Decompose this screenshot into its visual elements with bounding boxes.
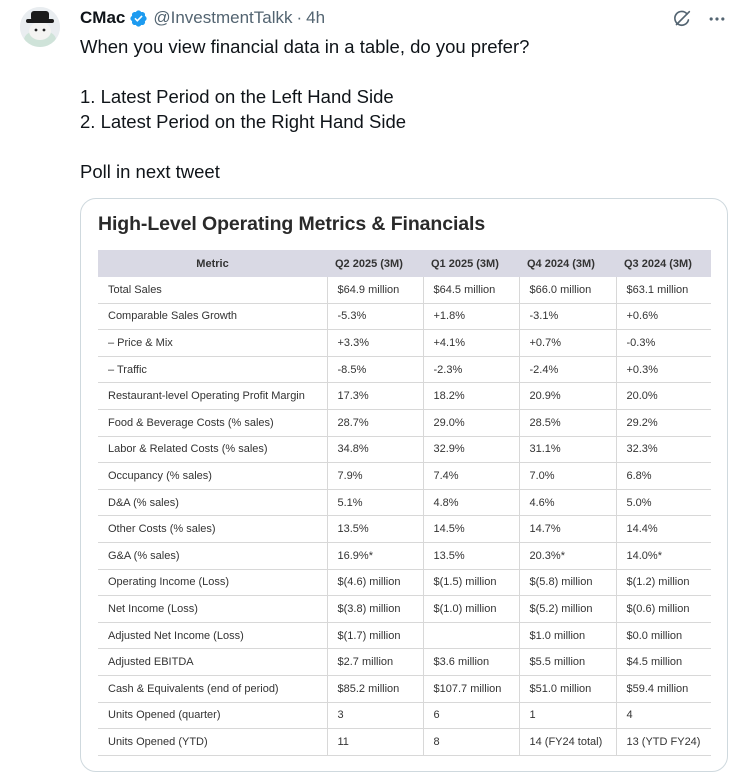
value-cell: $(1.7) million: [327, 622, 423, 649]
column-header: Metric: [98, 250, 327, 277]
value-cell: 20.9%: [519, 383, 616, 410]
value-cell: 11: [327, 729, 423, 756]
metric-label-cell: Cash & Equivalents (end of period): [98, 675, 327, 702]
metric-label-cell: Labor & Related Costs (% sales): [98, 436, 327, 463]
value-cell: 4.6%: [519, 489, 616, 516]
value-cell: 7.9%: [327, 463, 423, 490]
value-cell: $(1.5) million: [423, 569, 519, 596]
value-cell: 5.1%: [327, 489, 423, 516]
tweet-text-line: Poll in next tweet: [80, 161, 220, 182]
timestamp[interactable]: 4h: [306, 8, 326, 27]
value-cell: [423, 622, 519, 649]
value-cell: +3.3%: [327, 330, 423, 357]
card-title: High-Level Operating Metrics & Financials: [98, 213, 486, 235]
metric-label-cell: Adjusted Net Income (Loss): [98, 622, 327, 649]
tweet-actions: [671, 8, 727, 30]
metric-label-cell: Operating Income (Loss): [98, 569, 327, 596]
value-cell: $66.0 million: [519, 277, 616, 303]
value-cell: $0.0 million: [616, 622, 711, 649]
table-row: [98, 569, 711, 596]
value-cell: $64.5 million: [423, 277, 519, 303]
column-header: Q3 2024 (3M): [616, 250, 711, 277]
value-cell: $1.0 million: [519, 622, 616, 649]
value-cell: +0.3%: [616, 356, 711, 383]
metric-label-cell: D&A (% sales): [98, 489, 327, 516]
metric-label-cell: – Price & Mix: [98, 330, 327, 357]
value-cell: -2.3%: [423, 356, 519, 383]
metric-label-cell: Other Costs (% sales): [98, 516, 327, 543]
table-row: [98, 622, 711, 649]
value-cell: $(5.8) million: [519, 569, 616, 596]
value-cell: 14.5%: [423, 516, 519, 543]
metric-label-cell: Net Income (Loss): [98, 596, 327, 623]
table-row: [98, 729, 711, 756]
metric-label-cell: Occupancy (% sales): [98, 463, 327, 490]
value-cell: 20.3%*: [519, 542, 616, 569]
value-cell: $(4.6) million: [327, 569, 423, 596]
value-cell: -5.3%: [327, 303, 423, 330]
value-cell: -8.5%: [327, 356, 423, 383]
media-card[interactable]: [80, 198, 728, 772]
value-cell: $51.0 million: [519, 675, 616, 702]
metric-label-cell: Restaurant-level Operating Profit Margin: [98, 383, 327, 410]
column-header: Q2 2025 (3M): [327, 250, 423, 277]
value-cell: 4: [616, 702, 711, 729]
tweet-text-line: 1. Latest Period on the Left Hand Side: [80, 86, 394, 107]
financials-table: [98, 250, 711, 756]
table-row: [98, 277, 711, 303]
value-cell: 1: [519, 702, 616, 729]
author-name[interactable]: CMac: [80, 8, 126, 27]
value-cell: 17.3%: [327, 383, 423, 410]
value-cell: $85.2 million: [327, 675, 423, 702]
value-cell: 28.7%: [327, 409, 423, 436]
column-header: Q4 2024 (3M): [519, 250, 616, 277]
value-cell: 14.0%*: [616, 542, 711, 569]
table-row: [98, 702, 711, 729]
column-header: Q1 2025 (3M): [423, 250, 519, 277]
value-cell: 14 (FY24 total): [519, 729, 616, 756]
value-cell: 7.0%: [519, 463, 616, 490]
metric-label-cell: Food & Beverage Costs (% sales): [98, 409, 327, 436]
value-cell: +1.8%: [423, 303, 519, 330]
metric-label-cell: Units Opened (quarter): [98, 702, 327, 729]
value-cell: 8: [423, 729, 519, 756]
table-row: [98, 649, 711, 676]
value-cell: -3.1%: [519, 303, 616, 330]
value-cell: 13.5%: [423, 542, 519, 569]
grok-icon[interactable]: [671, 8, 693, 30]
value-cell: 14.4%: [616, 516, 711, 543]
value-cell: 18.2%: [423, 383, 519, 410]
value-cell: 20.0%: [616, 383, 711, 410]
value-cell: $107.7 million: [423, 675, 519, 702]
value-cell: +0.6%: [616, 303, 711, 330]
avatar[interactable]: [20, 7, 60, 47]
value-cell: 13.5%: [327, 516, 423, 543]
table-row: [98, 463, 711, 490]
table-row: [98, 489, 711, 516]
value-cell: 29.0%: [423, 409, 519, 436]
table-row: [98, 436, 711, 463]
separator: ·: [296, 8, 303, 27]
value-cell: 6.8%: [616, 463, 711, 490]
value-cell: 16.9%*: [327, 542, 423, 569]
table-row: [98, 383, 711, 410]
table-row: [98, 542, 711, 569]
value-cell: -2.4%: [519, 356, 616, 383]
value-cell: $63.1 million: [616, 277, 711, 303]
value-cell: 32.3%: [616, 436, 711, 463]
more-icon[interactable]: [707, 9, 727, 29]
value-cell: 3: [327, 702, 423, 729]
table-row: [98, 330, 711, 357]
value-cell: 28.5%: [519, 409, 616, 436]
table-row: [98, 356, 711, 383]
value-cell: +4.1%: [423, 330, 519, 357]
author-handle[interactable]: @InvestmentTalkk: [153, 8, 293, 27]
value-cell: 29.2%: [616, 409, 711, 436]
value-cell: 31.1%: [519, 436, 616, 463]
table-row: [98, 303, 711, 330]
table-header-row: [98, 250, 711, 277]
value-cell: $2.7 million: [327, 649, 423, 676]
value-cell: -0.3%: [616, 330, 711, 357]
metric-label-cell: Total Sales: [98, 277, 327, 303]
metric-label-cell: – Traffic: [98, 356, 327, 383]
value-cell: $(1.2) million: [616, 569, 711, 596]
value-cell: 4.8%: [423, 489, 519, 516]
value-cell: $5.5 million: [519, 649, 616, 676]
value-cell: +0.7%: [519, 330, 616, 357]
value-cell: $(1.0) million: [423, 596, 519, 623]
tweet-header: [80, 6, 325, 30]
tweet-text: [80, 34, 720, 184]
value-cell: $4.5 million: [616, 649, 711, 676]
metric-label-cell: G&A (% sales): [98, 542, 327, 569]
tweet-text-line: When you view financial data in a table, do you prefer?: [80, 36, 530, 57]
value-cell: 32.9%: [423, 436, 519, 463]
metric-label-cell: Units Opened (YTD): [98, 729, 327, 756]
value-cell: 13 (YTD FY24): [616, 729, 711, 756]
value-cell: $59.4 million: [616, 675, 711, 702]
table-row: [98, 409, 711, 436]
verified-badge-icon: [129, 9, 148, 28]
value-cell: 14.7%: [519, 516, 616, 543]
value-cell: 5.0%: [616, 489, 711, 516]
value-cell: $(3.8) million: [327, 596, 423, 623]
table-row: [98, 675, 711, 702]
value-cell: 34.8%: [327, 436, 423, 463]
metric-label-cell: Comparable Sales Growth: [98, 303, 327, 330]
value-cell: 6: [423, 702, 519, 729]
metric-label-cell: Adjusted EBITDA: [98, 649, 327, 676]
table-row: [98, 516, 711, 543]
value-cell: 7.4%: [423, 463, 519, 490]
value-cell: $64.9 million: [327, 277, 423, 303]
value-cell: $(0.6) million: [616, 596, 711, 623]
value-cell: $(5.2) million: [519, 596, 616, 623]
value-cell: $3.6 million: [423, 649, 519, 676]
table-row: [98, 596, 711, 623]
tweet-text-line: 2. Latest Period on the Right Hand Side: [80, 111, 407, 132]
